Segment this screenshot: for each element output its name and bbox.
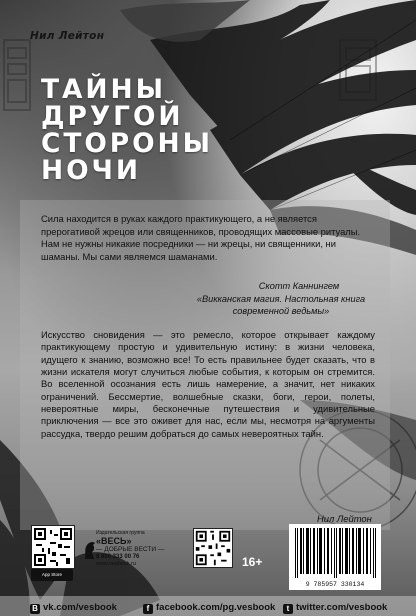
publisher-site[interactable]: www.vesbook.ru <box>96 561 137 567</box>
title-line: НОЧИ <box>41 155 141 186</box>
title-line: СТОРОНЫ <box>41 128 213 159</box>
app-qr-code[interactable] <box>31 525 75 569</box>
app-store-badge[interactable] <box>31 569 73 581</box>
publisher-subname: — ДОБРЫЕ ВЕСТИ — <box>96 546 165 553</box>
publisher-name: «ВЕСЬ» <box>96 536 132 546</box>
epigraph-text: Сила находится в руках каждого практикующего, а не является прерогативой жрецов или священников, проводящих массовые ритуалы. Нам не нужны никакие посредники — ни жрецы, ни священники, ни шаманы. Мы сами являемся шаманами. <box>41 213 361 262</box>
publisher-phone[interactable]: 8 800 333 00 76 <box>96 554 140 560</box>
epigraph-author: Скотт Каннингем <box>258 281 340 291</box>
twitter-icon: t <box>283 604 293 614</box>
twitter-link[interactable] <box>283 602 387 614</box>
epigraph-source: «Викканская магия. Настольная книга современной ведьмы» <box>196 294 366 316</box>
twitter-link-text: twitter.com/vesbook <box>296 602 388 613</box>
isbn-number: 9 785957 330134 <box>289 580 381 590</box>
app-store-label: App Store <box>41 572 62 577</box>
vk-icon: B <box>30 604 40 614</box>
facebook-link-text: facebook.com/pg.vesbook <box>156 602 276 613</box>
vk-link[interactable] <box>30 602 117 614</box>
age-rating: 16+ <box>242 555 263 569</box>
facebook-icon: f <box>143 604 153 614</box>
publisher-block <box>96 530 176 568</box>
isbn-barcode <box>289 524 381 580</box>
title-line: ДРУГОЙ <box>41 101 184 132</box>
facebook-link[interactable] <box>143 602 275 614</box>
blurb-signature: Нил Лейтон <box>317 513 372 524</box>
vk-link-text: vk.com/vesbook <box>43 602 117 613</box>
title-line: ТАЙНЫ <box>41 74 166 105</box>
book-title <box>41 76 217 184</box>
author-name: Нил Лейтон <box>30 30 105 42</box>
publisher-group-label: Издательская группа <box>96 530 145 536</box>
site-qr-code[interactable] <box>193 528 233 568</box>
blurb-text: Искусство сновидения — это ремесло, которое открывает каждому практикующему простую и удивительную истину: в жизни человека, идущего к знанию, возможно все! То есть правильнее будет сказать, что в жизни искателя могут случиться любые события, к которым он стремится. Во вселенной осознания есть лишь намерение, а значит, нет никаких ограничений. Бессмертие, волшебные сказки, боги, герои, полеты, невероятные миры, бесконечные путешествия и удивительные приключения — все это оживет для нас, если мы, несмотря на аргументы рассудка, твердо решим добраться до самых невероятных тайн. <box>41 329 375 439</box>
